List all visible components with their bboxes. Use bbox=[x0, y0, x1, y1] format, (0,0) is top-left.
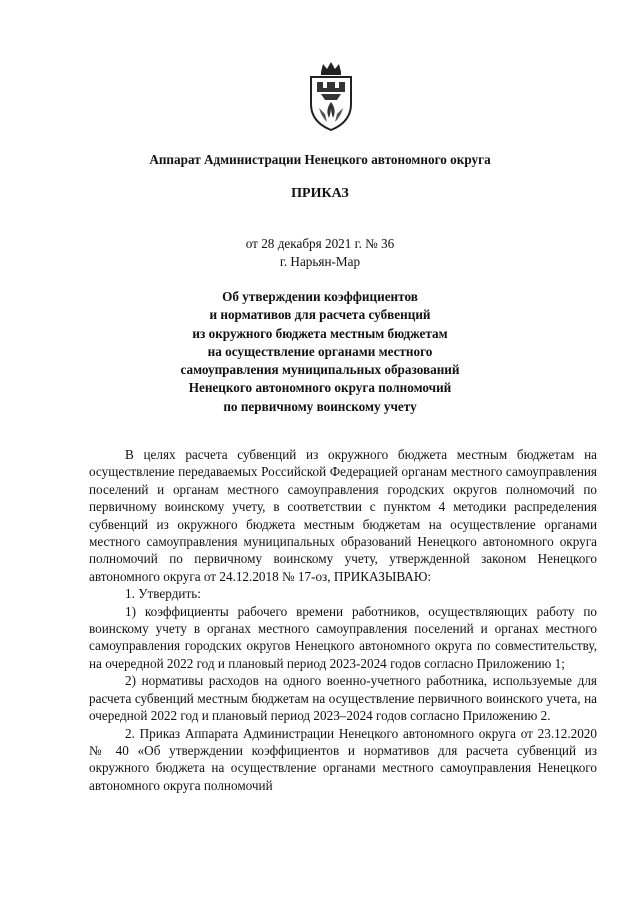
coat-of-arms-icon bbox=[307, 60, 355, 134]
item-1-1-paragraph: 1) коэффициенты рабочего времени работников, осуществляющих работу по воинскому учету в органах местного самоуправления поселений и органах местного самоуправления городских округов Ненецкого автономного округа по совместительству, на очередной 2022 год и плановый период 2023-2024 годов согласно Приложению 1; bbox=[89, 603, 597, 671]
item-1-2-paragraph: 2) нормативы расходов на одного военно-учетного работника, используемые для расчета субвенций местным бюджетам на осуществление первичного воинского учета, на очередной 2022 год и плановый период 2023–2024 годов согласно Приложению 2. bbox=[89, 673, 597, 724]
preamble-paragraph: В целях расчета субвенций из окружного бюджета местным бюджетам на осуществление передаваемых Российской Федерацией органам местного самоуправления поселений и органам местного самоуправления городских округов полномочий по первичному воинскому учету, в соответствии с пунктом 4 методики распределения субвенций из окружного бюджета местным бюджетам на осуществление органами местного самоуправления муниципальных образований Ненецкого автономного округа полномочий по первичному воинскому учету, утвержденной законом Ненецкого автономного округа от 24.12.2018 № 17-оз, ПРИКАЗЫВАЮ: bbox=[89, 447, 597, 584]
title-line: и нормативов для расчета субвенций bbox=[209, 307, 431, 323]
document-type: ПРИКАЗ bbox=[291, 186, 349, 201]
organization-name: Аппарат Администрации Ненецкого автономного округа bbox=[149, 152, 491, 167]
city: г. Нарьян-Мар bbox=[279, 254, 361, 269]
title-line: по первичному воинскому учету bbox=[223, 398, 417, 414]
title-line: Об утверждении коэффициентов bbox=[222, 289, 418, 304]
title-line: на осуществление органами местного bbox=[207, 343, 433, 359]
item-1-heading: 1. Утвердить: bbox=[125, 586, 201, 602]
document-title bbox=[0, 288, 640, 416]
title-line: из окружного бюджета местным бюджетам bbox=[192, 325, 448, 341]
title-line: самоуправления муниципальных образований bbox=[180, 362, 460, 378]
item-2-paragraph: 2. Приказ Аппарата Администрации Ненецкого автономного округа от 23.12.2020 № 40 «Об утверждении коэффициентов и нормативов для расчета субвенций из окружного бюджета на осуществление органами местного самоуправления Ненецкого автономного округа полномочий bbox=[89, 725, 597, 793]
title-line: Ненецкого автономного округа полномочий bbox=[188, 380, 452, 396]
document-body bbox=[89, 446, 597, 794]
date-number: от 28 декабря 2021 г. № 36 bbox=[245, 236, 395, 251]
